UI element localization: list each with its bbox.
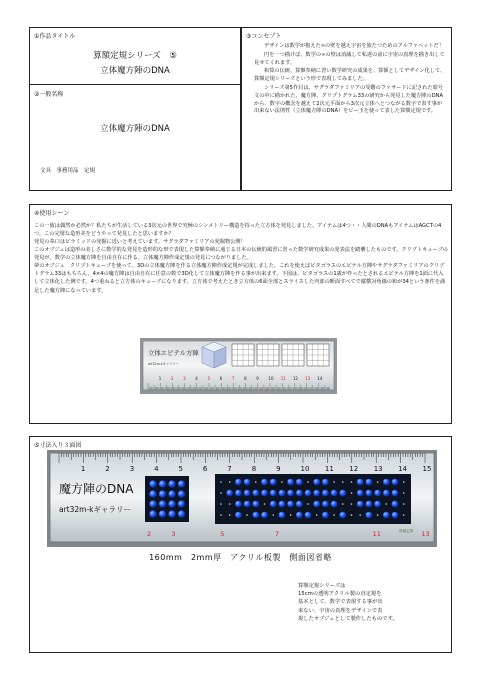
ball (392, 501, 399, 508)
section5-heading: ⑤寸法入り３面図 (34, 442, 82, 449)
ball (270, 479, 277, 486)
prime-number: 11 (372, 530, 381, 538)
ruler-sub: art32m-kギャラリー (59, 505, 132, 514)
ball (383, 490, 390, 497)
dot (351, 514, 353, 516)
prime-number: 5 (220, 530, 225, 538)
ball (261, 490, 268, 497)
ruler-number: 8 (251, 465, 257, 473)
concept-paragraph: デザインは数学が抱えた∞の壁を越え宇宙を旅たつためのアルファベットだ！ (264, 43, 445, 49)
dot (272, 514, 274, 516)
ruler-number: 13 (373, 465, 383, 473)
section3-heading: ③コンセプト (246, 33, 282, 40)
ball (244, 490, 251, 497)
ball (313, 501, 320, 508)
ball (235, 512, 242, 519)
cube-icon (202, 342, 226, 368)
ball (235, 479, 242, 486)
dot (307, 503, 309, 505)
ruler-numbers (81, 465, 432, 473)
ruler-number: 7 (231, 376, 235, 381)
dot (333, 481, 335, 483)
ball (357, 501, 364, 508)
ruler-number: 3 (183, 376, 186, 381)
dot (229, 514, 231, 516)
prime-number: 3 (171, 530, 176, 538)
dot (377, 481, 379, 483)
ball (279, 512, 286, 519)
ball (253, 501, 260, 508)
prime-number: 7 (275, 530, 280, 538)
ruler-number: 10 (268, 376, 274, 381)
dot (351, 481, 353, 483)
ball (235, 501, 242, 508)
dot (342, 481, 344, 483)
ruler-number: 6 (202, 465, 208, 473)
ball (296, 479, 303, 486)
section4-heading: ④使用シーン (34, 210, 70, 217)
ball (340, 512, 347, 519)
dot (220, 503, 222, 505)
ball (374, 501, 381, 508)
ball (168, 510, 175, 517)
general-name: 立体魔方陣のDNA (100, 124, 170, 134)
ball (366, 490, 373, 497)
ruler-number: 2 (105, 465, 110, 473)
ruler-number: 13 (305, 376, 311, 381)
ruler-number: 10 (300, 465, 310, 473)
ball (159, 510, 166, 517)
ball (159, 480, 166, 487)
ruler-number: 7 (227, 465, 232, 473)
ball (357, 490, 364, 497)
ball (244, 479, 251, 486)
ball (168, 500, 175, 507)
ball (383, 512, 390, 519)
dot (307, 481, 309, 483)
ball (270, 501, 277, 508)
concept-paragraph: 和算の伝統、算額奉納に習い数学研究の成果を、算額としてデザイン化して、算額定規シリーズという形で表現してみました。 (254, 68, 446, 83)
usage-text (34, 222, 448, 295)
ball (159, 500, 166, 507)
ball (374, 490, 381, 497)
category-text: 文具 事務用品 定規 (40, 168, 96, 174)
section1-heading: ①作品タイトル (34, 33, 76, 40)
ball (149, 490, 156, 497)
dot (351, 492, 353, 494)
ball (305, 490, 312, 497)
prime-number: 2 (147, 530, 152, 538)
work-title: 算額定規シリーズ ⑤ (93, 51, 177, 61)
dot (255, 481, 257, 483)
ball (340, 490, 347, 497)
ball (287, 501, 294, 508)
ruler-title: 魔方陣のDNA (59, 482, 134, 496)
usage-paragraph: 発見の糸口はピラミッドの発掘に近いと考えています。サグラダファミリアの発掘物公開！ (34, 239, 246, 246)
ruler-number: 8 (244, 376, 247, 381)
ball (261, 479, 268, 486)
usage-paragraph: 夢のオブジェ クリプトキューブを使って、3Dの立体魔方陣を作る立体魔方陣作成定規が完成しました。これを使えばピタゴラスのエピテル方陣やサグラダファミリアのクリプトグラム33はもちろん、4×4の魔方陣は自由自在に任意の数で3D化して立体魔方陣を作る事が出来ます。下図は、ピタゴラスの1歳が作ったとされるエピテル方陣を1面に代入して立体化した例です。4つ重ねると立方体のキューブになります。立方体で考えたとき立方体の6面全部とスライスした内部の断面すべてで縦横対角線の和が34という条件を満足した魔方陣になっています。 (34, 263, 446, 294)
note-line: 15cmの透明アクリル製の直定規を (298, 591, 382, 598)
ruler-number: 2 (170, 376, 174, 381)
concept-paragraph: 円を一つ描けば、数学の∞の壁は消滅して私達の前に宇宙の真理を描き出して見せてくれます。 (254, 51, 445, 66)
ball (149, 500, 156, 507)
ruler-number: 4 (195, 376, 198, 381)
ball (261, 512, 268, 519)
concept-text (254, 43, 446, 117)
ruler-number: 3 (129, 465, 135, 473)
concept-paragraph: シリーズ第5作目は、サグラダファミリアの受難のファサードに記された暗号文の中に描かれた、魔方陣、グリプトグラム33の研究から発見した魔方陣のDNAから、数字の概念を越えて2次元平面から3次元立体へとつながる数字で表す事が出来ない法則性（立体魔方陣のDNA）をビー玉を使って表した算額定規です。 (254, 84, 444, 115)
dot (403, 481, 405, 483)
dot (229, 503, 231, 505)
dot (386, 503, 388, 505)
ball (383, 479, 390, 486)
ruler-number: 1 (158, 376, 162, 381)
ball (322, 490, 329, 497)
series-note (298, 582, 446, 623)
dot (220, 481, 222, 483)
ball (226, 490, 233, 497)
ruler-number: 12 (349, 465, 359, 473)
usage-paragraph: この一致は偶然か必然か？私たちが生活している3次元の世界で究極のシンメトリー構造を持った立方体を発見しました。アイテムは4つ・・人間のDNAもアイテムはAGCTの4つ。この完璧な造形美をどうやって発見したと思いますか？ (34, 223, 442, 238)
dot (229, 481, 231, 483)
ruler-number: 5 (178, 465, 183, 473)
ball (279, 501, 286, 508)
ball (253, 490, 260, 497)
ball (313, 490, 320, 497)
ball (296, 512, 303, 519)
ruler-number: 11 (324, 465, 334, 473)
ruler-number: 12 (292, 376, 298, 381)
dot (316, 514, 318, 516)
ball (305, 512, 312, 519)
ruler-number: 15 (422, 465, 432, 473)
dot (220, 492, 222, 494)
ball (366, 512, 373, 519)
note-line: 算額定規シリーズは (298, 583, 346, 589)
dot (359, 514, 361, 516)
dot (403, 492, 405, 494)
ball (287, 490, 294, 497)
dot (333, 514, 335, 516)
ball (279, 490, 286, 497)
dot (351, 503, 353, 505)
dot (342, 503, 344, 505)
ball (287, 479, 294, 486)
section2-heading: ②一般名称 (34, 91, 64, 98)
ball (178, 490, 185, 497)
ruler-mark: 算額定規 (399, 529, 414, 533)
dot (220, 514, 222, 516)
prime-number: 13 (421, 530, 430, 538)
ball (331, 501, 338, 508)
ball (244, 501, 251, 508)
ruler-number: 14 (317, 376, 323, 381)
ball (149, 480, 156, 487)
ball (357, 479, 364, 486)
ball (178, 510, 185, 517)
epitel-ruler-image (140, 338, 337, 394)
dot (403, 503, 405, 505)
dot (281, 481, 283, 483)
ruler-number: 1 (80, 465, 86, 473)
ball (392, 490, 399, 497)
dot (264, 503, 266, 505)
ruler-number: 9 (256, 376, 259, 381)
ball (253, 512, 260, 519)
ball (331, 490, 338, 497)
usage-panel (29, 204, 452, 424)
ball (296, 490, 303, 497)
ball (296, 501, 303, 508)
ruler-number: 6 (219, 376, 223, 381)
ball (313, 479, 320, 486)
ruler-number: 14 (398, 465, 408, 473)
ruler-label: 立体エピテル方陣 (148, 349, 199, 357)
ball (168, 480, 175, 487)
concept-panel (241, 27, 452, 191)
ball (178, 500, 185, 507)
ruler-number: 11 (280, 376, 286, 381)
title-name-panel (29, 27, 241, 191)
dimension-panel (29, 436, 452, 653)
divider (30, 84, 240, 85)
ball (322, 501, 329, 508)
dot (377, 514, 379, 516)
note-line: 基本として、数学で表現する事が出 (298, 599, 383, 606)
dot (246, 514, 248, 516)
work-subtitle: 立体魔方陣のDNA (100, 66, 170, 76)
ruler-number: 4 (154, 465, 159, 473)
ball (366, 501, 373, 508)
dot (403, 514, 405, 516)
ruler-number: 9 (276, 465, 281, 473)
ball (270, 490, 277, 497)
ruler-number: 5 (207, 376, 211, 381)
ball (392, 479, 399, 486)
ball (322, 479, 329, 486)
usage-paragraph: このオブジェは造形の美しさに数学的な発見を造形的な形で表現した算額奉納に通じる日本の伝統的風習に習った数学研究成果の発表法を踏襲したものです。クリプトキューブの発見が、数学の立体魔方陣を自由自在に作る、立体魔方陣作成定規の発見につながりました。 (34, 247, 448, 262)
ball (149, 510, 156, 517)
dna-ruler-image (47, 450, 437, 547)
note-line: 現したオブジェとして製作したものです。 (298, 615, 398, 622)
ball (168, 490, 175, 497)
ball (366, 479, 373, 486)
ball (178, 480, 185, 487)
ball (392, 512, 399, 519)
dot (290, 514, 292, 516)
note-line: 来ない、宇宙の真理をデザインで表 (298, 607, 383, 614)
ball (322, 512, 329, 519)
ball (159, 490, 166, 497)
ball (235, 490, 242, 497)
ruler-small: art32m-kギャラリー (148, 362, 179, 366)
spec-text: 160mm 2mm厚 アクリル板製 側面図省略 (149, 553, 332, 562)
